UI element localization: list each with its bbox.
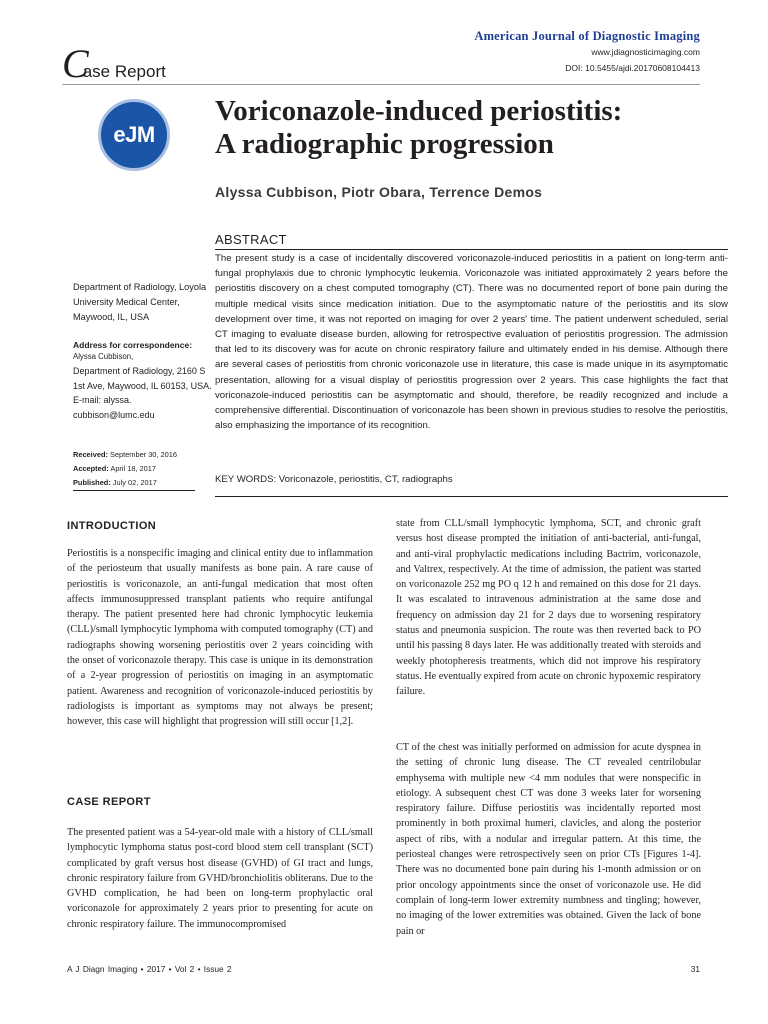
case-report-continued: state from CLL/small lymphocytic lymphoma, SCT, and chronic graft versus host disease prompted the initiation of anti-bacterial, anti-fungal, and anti-viral prophylactic medications including Bactrim, voriconazole, and Valtrex, respectively. At the time of admission, the patient was started on voriconazole 252 mg PO q 12 h and remained on this dose for 21 days. It was escalated to intravenous administration at the same dose and frequency on admission day 21 for 2 days due to worsening respiratory status and pneumonia suspicion. The route was then reverted back to PO until his passing 8 days later. He was additionally treated with steroids and weekly photopheresis treatments, which did not improve his respiratory status. He eventually expired from acute on chronic hypoxemic respiratory failure.: [396, 518, 701, 698]
published-label: Published:: [73, 478, 111, 487]
article-type-initial: C: [62, 41, 89, 86]
introduction-heading: INTRODUCTION: [67, 520, 157, 532]
ejm-logo-text: eJM: [113, 122, 155, 147]
abstract-text: The present study is a case of incidentally discovered voriconazole-induced periostitis in a patient on long-term anti-fungal prophylaxis due to chronic lymphocytic leukemia. Voriconazole was initiated approximately 2 years before the periostitis discovery on a chest computed tomography (CT). There was no documented report of bone pain during the multiple medical visits since medication initiation. Due to the asymptomatic nature of the periostitis and its slow development over time, it was not reported on imaging for over 2 years' time. The patient underwent scheduled, serial CT imaging to evaluate disease burden, allowing for retrospective evaluation of periostitis progression. The admission that led to its discovery was for acute on chronic respiratory failure and ultimately ended in his demise. Although there are several cases of periostitis from chronic voriconazole use in literature, this case is made unique in its asymptomatic presentation, allowing for a visual display of periostitis progression over 2 years. This case highlights the fact that voriconazole-induced periostitis can be asymptomatic and should, therefore, be readily recognized and include a comprehensive differential. Discontinuation of voriconazole has been shown in previous studies to resolve the periostitis, also emphasizing the importance of its recognition.: [215, 253, 728, 432]
journal-url: www.jdiagnosticimaging.com: [591, 47, 700, 57]
keywords-divider: [215, 496, 728, 497]
affiliation: Department of Radiology, Loyola University Medical Center, Maywood, IL, USA: [73, 282, 207, 322]
article-title-line1: Voriconazole-induced periostitis:: [215, 95, 623, 127]
introduction-text: Periostitis is a nonspecific imaging and clinical entity due to inflammation of the periosteum that usually manifests as bone pain. A rare cause of periostitis is voriconazole, an anti-fungal medication that most often affects immunosuppressed transplant patients who require antifungal therapy. The patient presented here had chronic lymphocytic leukemia (CLL)/small lymphocytic lymphoma with computed tomography (CT) and radiographs showing worsening periostitis over 2 years coinciding with the onset of voriconazole therapy. This case is unique in its demonstration of a 2-year progression of periostitis on imaging in an asymptomatic patient. Awareness and recognition of voriconazole-induced periostitis by radiologists is important as symptoms may not always be present; however, this case will highlight that progression will still occur [1,2].: [67, 548, 373, 728]
received-label: Received:: [73, 450, 108, 459]
article-type-rest: ase Report: [82, 62, 166, 81]
accepted-date: April 18, 2017: [110, 464, 156, 473]
page-number: 31: [690, 964, 700, 974]
case-report-text: The presented patient was a 54-year-old male with a history of CLL/small lymphocytic lymphoma status post-cord blood stem cell transplant (SCT) complicated by graft versus host disease (GVHD) of GI tract and lungs, chronic respiratory failure from GVHD/bronchiolitis obliterans. Due to the GVHD complication, he had been on long-term prophylactic oral voriconazole for approximately 2 years prior to presenting for acute on chronic respiratory failure. The immunocompromised: [67, 827, 373, 930]
article-type-label: [62, 41, 172, 86]
correspondence-heading: Address for correspondence:: [73, 340, 193, 350]
footer-citation: A J Diagn Imaging • 2017 • Vol 2 • Issue 2: [67, 964, 232, 974]
received-date-row: [73, 448, 177, 462]
received-date: September 30, 2016: [109, 450, 177, 459]
keywords: KEY WORDS: Voriconazole, periostitis, CT, radiographs: [215, 474, 453, 485]
published-date-row: [73, 476, 177, 490]
abstract-divider: [215, 249, 728, 250]
journal-name: American Journal of Diagnostic Imaging: [474, 29, 700, 43]
article-doi: DOI: 10.5455/ajdi.20170608104413: [565, 63, 700, 73]
article-authors: Alyssa Cubbison, Piotr Obara, Terrence Demos: [215, 184, 543, 200]
header-divider: [62, 84, 700, 85]
abstract-heading: ABSTRACT: [215, 232, 287, 247]
case-report-heading: CASE REPORT: [67, 796, 151, 808]
ejm-logo: [98, 99, 170, 171]
accepted-date-row: [73, 462, 177, 476]
article-title-line2: A radiographic progression: [215, 128, 554, 160]
article-dates: [73, 448, 177, 490]
case-report-ct-findings: CT of the chest was initially performed on admission for acute dyspnea in the setting of chronic lung disease. The CT revealed centrilobular emphysema with multiple new <4 mm nodules that were nonspecific in etiology. A subsequent chest CT was done 3 weeks later for worsening respiratory failure. Diffuse periostitis was incidentally reported most prominently in both proximal humeri, clavicles, and along the posterior aspect of ribs, with a nodular and irregular pattern. At this time, the periosteal changes were retrospectively seen on prior CTs [Figures 1-4]. There was no documented bone pain during his 1-month admission or on prior oncology appointments since the onset of voriconazole use. He did complain of long-term lower extremity numbness and tingling; however, no imaging of the lower extremities was obtained. Given the lack of bone pain or: [396, 742, 701, 937]
correspondence-name: Alyssa Cubbison,: [73, 352, 134, 361]
published-date: July 02, 2017: [112, 478, 157, 487]
correspondence-address: Department of Radiology, 2160 S 1st Ave, Maywood, IL 60153, USA. E-mail: alyssa. cubbison@lumc.edu: [73, 366, 212, 420]
accepted-label: Accepted:: [73, 464, 109, 473]
sidebar-divider: [73, 490, 195, 491]
article-title: [215, 95, 715, 161]
